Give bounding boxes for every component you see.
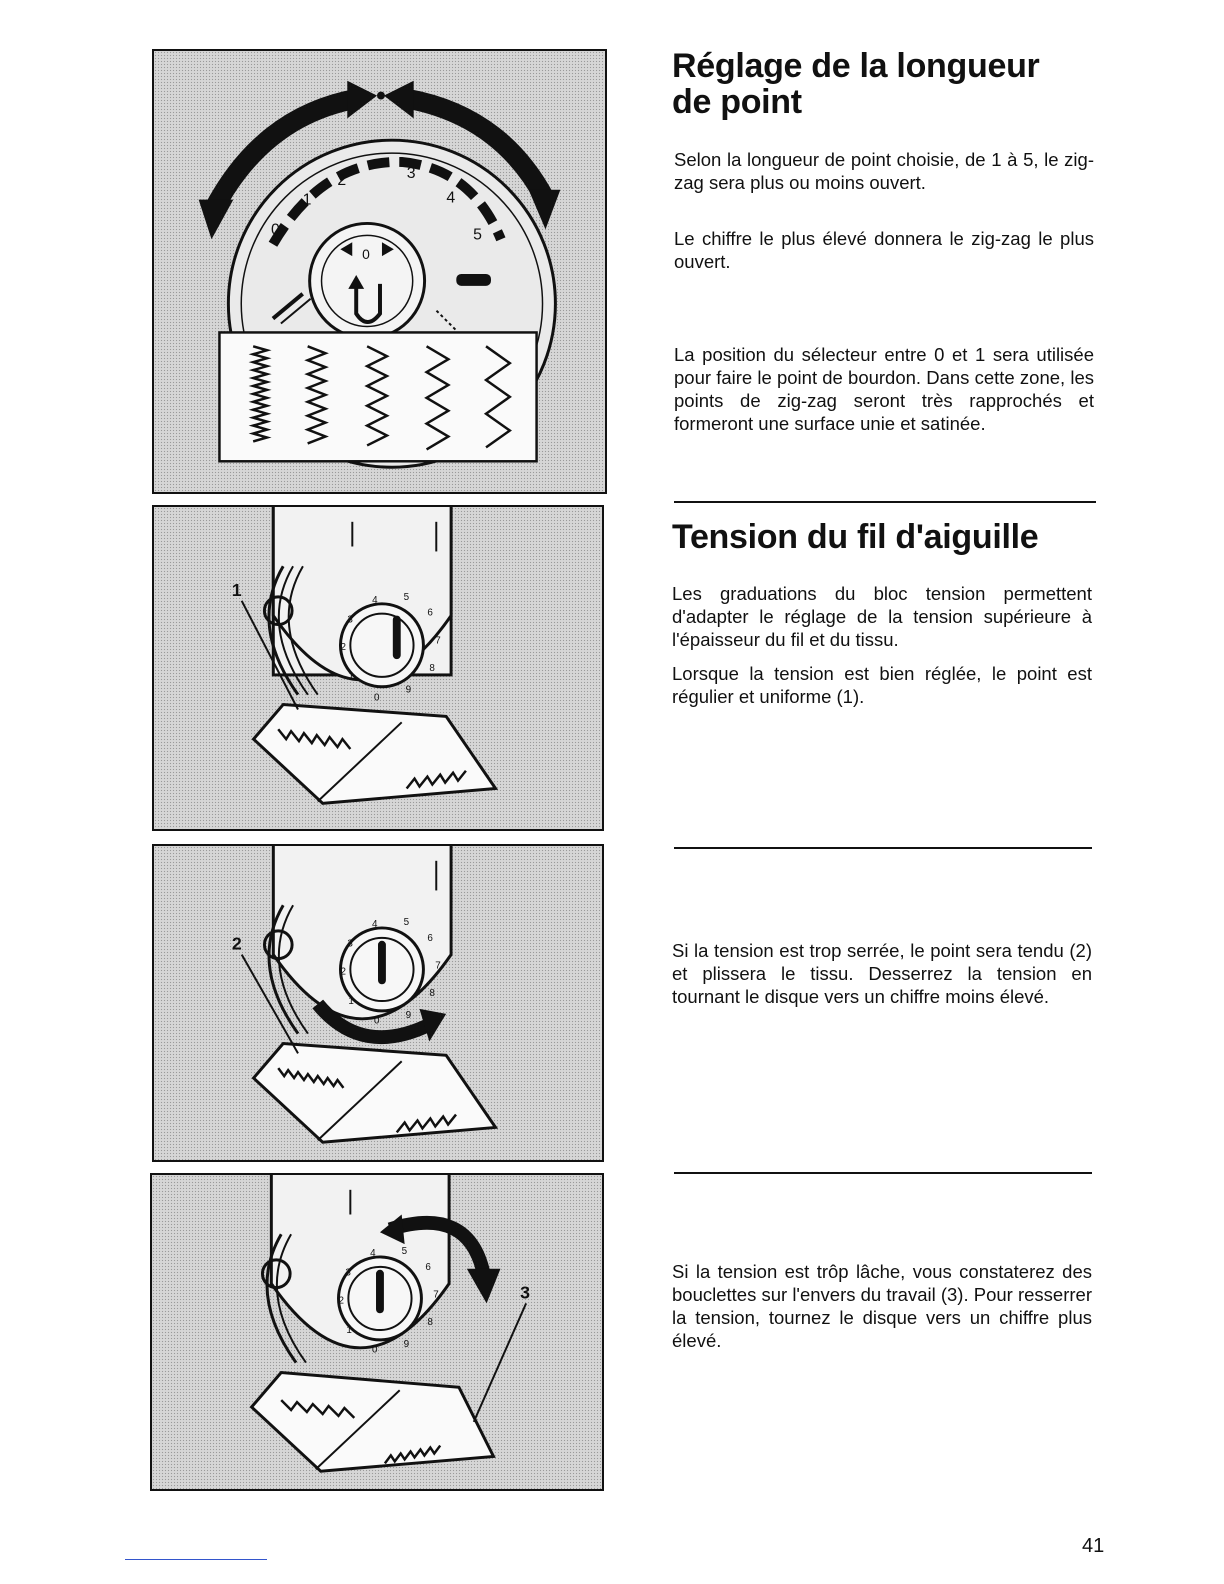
stitch-length-paragraph-2: Le chiffre le plus élevé donnera le zig-zag le plus ouvert. <box>674 228 1094 272</box>
left-arrow-head <box>199 200 234 240</box>
svg-text:8: 8 <box>429 662 435 674</box>
stitch-length-figure <box>152 49 607 494</box>
callout-3: 3 <box>520 1282 531 1303</box>
svg-text:0: 0 <box>374 1015 380 1027</box>
svg-text:8: 8 <box>427 1317 433 1329</box>
fabric-sample <box>254 705 496 804</box>
svg-text:3: 3 <box>345 1267 351 1279</box>
knob-marker: 0 <box>362 246 370 263</box>
callout-2: 2 <box>231 933 242 954</box>
stitch-length-dial-illustration <box>154 51 605 492</box>
section-divider-2 <box>674 847 1092 849</box>
scale-number-3: 3 <box>406 164 416 182</box>
tension-loose-figure <box>150 1173 604 1491</box>
svg-text:4: 4 <box>372 918 378 930</box>
svg-text:3: 3 <box>347 938 353 950</box>
svg-text:9: 9 <box>405 684 412 696</box>
tension-paragraph-3: Si la tension est trop serrée, le point sera tendu (2) et plissera le tissu. Desserrez la tension en tournant le disque vers un chiffre moins élevé. <box>672 940 1092 1007</box>
scale-number-0: 0 <box>270 221 280 239</box>
scale-number-2: 2 <box>337 171 347 189</box>
svg-text:5: 5 <box>403 916 410 928</box>
svg-text:6: 6 <box>425 1261 431 1273</box>
fabric-sample <box>252 1372 494 1471</box>
tension-dial-illustration-2 <box>154 846 602 1160</box>
tension-paragraph-2: Lorsque la tension est bien réglée, le point est régulier et uniforme (1). <box>672 663 1092 707</box>
svg-text:2: 2 <box>340 642 346 654</box>
scale-number-1: 1 <box>302 191 312 209</box>
tension-dial-illustration-1 <box>154 507 602 829</box>
section-title-tension: Tension du fil d'aiguille <box>672 518 1039 556</box>
scale-number-5: 5 <box>473 226 482 244</box>
title-line-2: de point <box>672 83 802 121</box>
scale-number-4: 4 <box>446 189 456 207</box>
svg-text:4: 4 <box>372 594 378 606</box>
svg-text:5: 5 <box>403 591 410 603</box>
svg-text:9: 9 <box>405 1009 412 1021</box>
svg-text:6: 6 <box>427 932 433 944</box>
section-divider-1 <box>674 501 1096 503</box>
svg-text:1: 1 <box>346 1324 352 1336</box>
svg-text:2: 2 <box>340 966 346 978</box>
section-divider-3 <box>674 1172 1092 1174</box>
tension-paragraph-4: Si la tension est trôp lâche, vous constaterez des bouclettes sur l'envers du travail (3). Pour resserrer la tension, tournez le disque vers un chiffre plus élevé. <box>672 1261 1092 1351</box>
svg-text:7: 7 <box>433 1289 439 1301</box>
fabric-sample <box>254 1043 496 1142</box>
callout-1: 1 <box>231 579 242 600</box>
svg-text:3: 3 <box>347 614 353 626</box>
svg-text:9: 9 <box>403 1338 410 1350</box>
tension-correct-figure <box>152 505 604 831</box>
svg-text:0: 0 <box>372 1344 378 1356</box>
svg-text:7: 7 <box>435 635 441 647</box>
svg-text:2: 2 <box>338 1295 344 1307</box>
stitch-length-paragraph-3: La position du sélecteur entre 0 et 1 sera utilisée pour faire le point de bourdon. Dans cette zone, les points de zig-zag seront très rapprochés et formeront une surface unie et satinée. <box>674 344 1094 434</box>
section-title-stitch-length <box>672 48 1112 120</box>
tension-tight-figure <box>152 844 604 1162</box>
svg-text:6: 6 <box>427 607 433 619</box>
tension-paragraph-1: Les graduations du bloc tension permettent d'adapter le réglage de la tension supérieure à l'épaisseur du fil et du tissu. <box>672 583 1092 650</box>
svg-text:1: 1 <box>348 995 354 1007</box>
footer-link-line <box>125 1559 267 1560</box>
stitch-length-paragraph-1: Selon la longueur de point choisie, de 1 à 5, le zig-zag sera plus ou moins ouvert. <box>674 149 1094 193</box>
svg-text:7: 7 <box>435 960 441 972</box>
svg-text:4: 4 <box>370 1247 376 1259</box>
svg-text:1: 1 <box>348 670 354 682</box>
svg-text:0: 0 <box>374 692 380 704</box>
svg-text:5: 5 <box>401 1245 408 1257</box>
title-line-1: Réglage de la longueur <box>672 47 1040 85</box>
svg-text:8: 8 <box>429 988 435 1000</box>
tension-dial-illustration-3 <box>152 1175 602 1489</box>
page-number: 41 <box>1082 1535 1105 1557</box>
